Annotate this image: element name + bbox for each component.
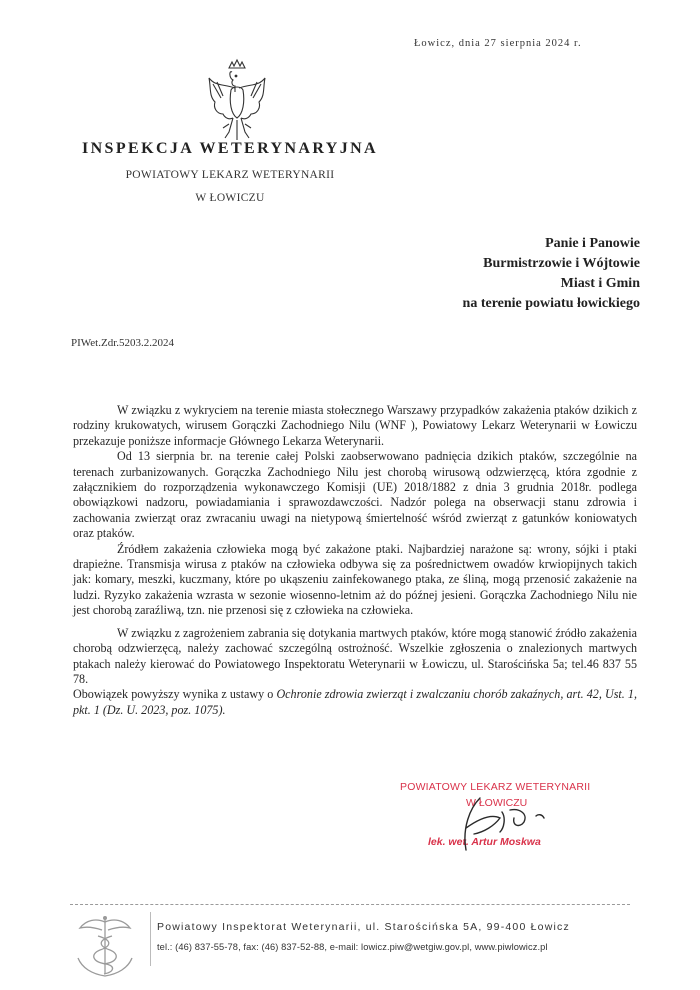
addressee-block (320, 234, 640, 314)
legal-act-citation: Ochronie zdrowia zwierząt i zwalczaniu chorób zakaźnych, art. 42, Ust. 1, pkt. 1 (Dz. U. 2023, poz. 1075). (73, 687, 637, 717)
body-paragraph: W związku z wykryciem na terenie miasta stołecznego Warszawy przypadków zakażenia ptaków dzikich z rodziny krukowatych, wirusem Gorączki Zachodniego Nilu (WNF ), Powiatowy Lekarz Weterynarii w Łowiczu przekazuje poniższe informacje Głównego Lekarza Weterynarii. (73, 403, 637, 448)
institution-name: INSPEKCJA WETERYNARYJNA (81, 140, 379, 157)
caduceus-logo-icon (70, 912, 140, 978)
addressee-line: Panie i Panowie (545, 236, 640, 251)
addressee-line: Burmistrzowie i Wójtowie (483, 256, 640, 271)
body-paragraph: W związku z zagrożeniem zabrania się dotykania martwych ptaków, które mogą stanowić źródło zakażenia chorobą odzwierzęcą, należy zachować szczególną ostrożność. Wszelkie zgłoszenia o znalezionych martwych ptakach należy kierować do Powiatowego Inspektoratu Weterynarii w Łowiczu, ul. Starościńska 5a; tel.46 837 55 78. (73, 625, 637, 686)
footer-separator (150, 912, 151, 966)
stamp-title: POWIATOWY LEKARZ WETERYNARII (400, 781, 591, 793)
letter-date: Łowicz, dnia 27 sierpnia 2024 r. (414, 38, 582, 49)
legal-basis-paragraph (73, 687, 637, 718)
signatory-name: lek. wet. Artur Moskwa (428, 836, 541, 848)
body-paragraph: Od 13 sierpnia br. na terenie całej Polski zaobserwowano padnięcia dzikich ptaków, szczególnie na terenach zurbanizowanych. Gorączka Zachodniego Nilu jest chorobą wirusową odzwierzęcą, która zgodnie z załącznikiem do rozporządzenia wykonawczego Komisji (UE) 2018/1882 z dnia 3 grudnia 2018r. podlega obowiązkowi nadzoru, powiadamiania i sprawozdawczości. Nadzór polega na obserwacji stanu zdrowia i zachowania zwierząt oraz zwracaniu uwagi na nietypową śmiertelność wśród zwierząt z gatunków koniowatych oraz ptaków. (73, 449, 637, 541)
body-paragraph: Źródłem zakażenia człowieka mogą być zakażone ptaki. Najbardziej narażone są: wrony, sójki i ptaki drapieżne. Transmisja wirusa z ptaków na człowieka odbywa się za pośrednictwem owadów krwiopijnych takich jak: komary, meszki, kuczmany, które po ukąszeniu zainfekowanego ptaka, ze śliną, mogą przenosić zakażenie na ludzi. Ryzyko zakażenia wzrasta w sezonie wiosenno-letnim aż do późnej jesieni. Gorączka Zachodniego Nilu nie jest chorobą zaraźliwą, tzn. nie przenosi się z człowieka na człowieka. (73, 541, 637, 618)
letter-body (73, 403, 637, 718)
office-name: POWIATOWY LEKARZ WETERYNARII (125, 169, 335, 181)
legal-basis-lead: Obowiązek powyższy wynika z ustawy o (73, 687, 277, 702)
office-location: W ŁOWICZU (195, 192, 265, 204)
stamp-location: W ŁOWICZU (466, 797, 528, 809)
footer-contacts: tel.: (46) 837-55-78, fax: (46) 837-52-88, e-mail: lowicz.piw@wetgiw.gov.pl, www.piwlowicz.pl (157, 942, 548, 952)
footer-address: Powiatowy Inspektorat Weterynarii, ul. Starościńska 5A, 99-400 Łowicz (157, 921, 570, 933)
footer-divider (70, 904, 630, 905)
polish-eagle-emblem-icon (205, 58, 269, 150)
handwritten-signature (440, 788, 570, 858)
addressee-line: na terenie powiatu łowickiego (462, 296, 640, 311)
addressee-line: Miast i Gmin (560, 276, 640, 291)
reference-number: PIWet.Zdr.5203.2.2024 (71, 337, 174, 349)
